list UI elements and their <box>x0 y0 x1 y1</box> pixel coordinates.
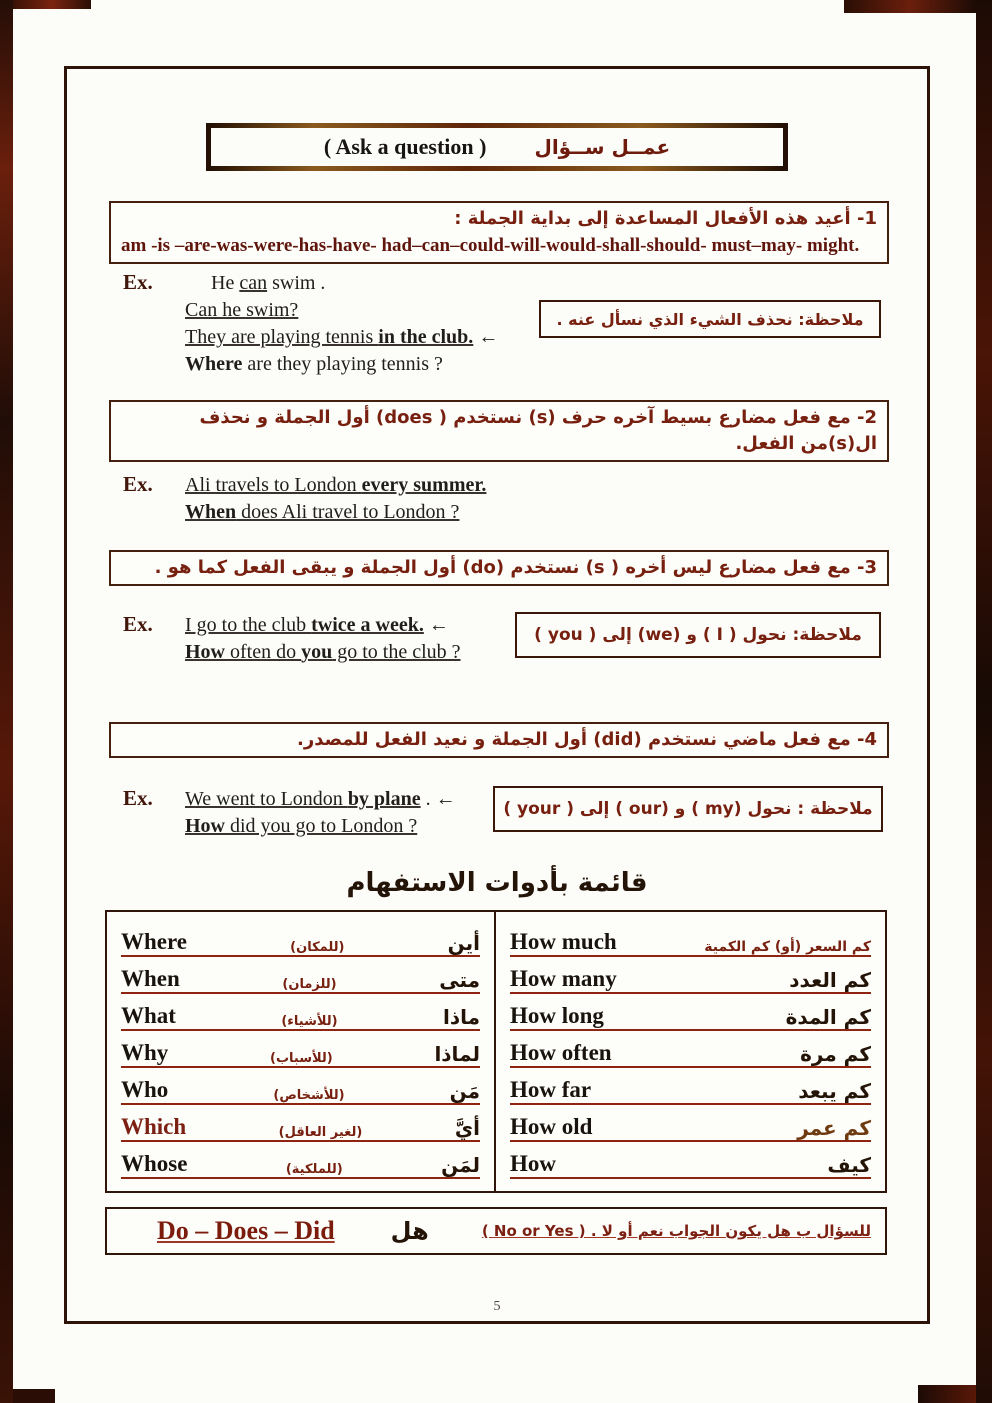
question-word-ar: كم المدة <box>785 1005 871 1029</box>
example-block-2 <box>67 472 927 530</box>
example-block-4 <box>67 786 927 846</box>
question-word-row <box>510 1068 871 1105</box>
example-sentence <box>185 351 498 378</box>
example-sentence <box>185 786 456 813</box>
rule-2-box <box>109 400 889 462</box>
question-word-ar: أيَّ <box>454 1116 480 1140</box>
example-sentence <box>185 499 486 526</box>
rule-1-heading: 1- أعيد هذه الأفعال المساعدة إلى بداية الجملة : <box>454 208 877 229</box>
scan-corner-top-left <box>13 0 91 9</box>
question-word-row <box>121 1105 480 1142</box>
example-sentence <box>185 813 456 840</box>
question-word-ar: ماذا <box>442 1005 480 1029</box>
question-word-row <box>121 1068 480 1105</box>
sentence-part-underlined: go to the club ? <box>332 641 461 663</box>
rule-1-box <box>109 201 889 264</box>
sentence-part-underlined: often do <box>225 641 302 663</box>
sentence-part: are they playing tennis ? <box>242 353 443 375</box>
sentence-part-bold: twice a week. <box>311 614 424 636</box>
question-word-category: (للأسباب) <box>270 1051 333 1066</box>
example-4-lines <box>185 786 456 840</box>
scan-corner-bottom-left <box>13 1389 55 1403</box>
question-word-category: (للمكان) <box>290 940 345 955</box>
sentence-part-bold: in the club. <box>378 326 474 348</box>
question-word-en: Where <box>121 929 188 954</box>
question-word-ar: كم يبعد <box>798 1079 871 1103</box>
example-label: Ex. <box>123 270 153 294</box>
question-word-en: How long <box>510 1003 604 1028</box>
sentence-part-underlined: does Ali travel to London ? <box>236 501 460 523</box>
question-word-bold: Where <box>185 353 243 375</box>
question-word-ar: كم عمر <box>797 1116 871 1140</box>
scan-edge-left <box>0 0 13 1403</box>
question-words-heading: قائمة بأدوات الاستفهام <box>346 868 648 898</box>
rule-2-text: 2- مع فعل مضارع بسيط آخره حرف (s) نستخدم ( does) أول الجملة و نحذف ال(s)من الفعل. <box>199 407 877 454</box>
question-word-ar: كيف <box>827 1153 871 1177</box>
question-word-ar: لمَن <box>441 1153 480 1177</box>
sentence-part-underlined: did you go to London ? <box>225 815 418 837</box>
question-word-ar: أين <box>447 931 480 955</box>
question-word-en: How many <box>510 966 617 991</box>
sentence-part: He <box>211 272 240 294</box>
question-word-row <box>121 1142 480 1179</box>
rule-3-text: 3- مع فعل مضارع ليس أخره ( s) نستخدم (do) أول الجملة و يبقى الفعل كما هو . <box>154 557 877 578</box>
question-word-ar: مَن <box>449 1079 480 1103</box>
question-word-en: How much <box>510 929 617 954</box>
question-word-en: Who <box>121 1077 169 1102</box>
example-block-3 <box>67 612 927 676</box>
question-words-table <box>105 910 887 1193</box>
question-word-ar: كم السعر (أو) كم الكمية <box>704 939 871 955</box>
example-sentence <box>185 270 498 297</box>
sentence-part-bold: every summer. <box>361 474 487 496</box>
example-label: Ex. <box>123 612 153 636</box>
question-word-row <box>510 957 871 994</box>
sentence-part-bold: you <box>301 641 333 663</box>
question-words-column-right <box>496 912 885 1191</box>
lesson-title-english: ( Ask a question ) <box>323 134 487 159</box>
question-word-row <box>121 1031 480 1068</box>
sentence-part-underlined: Ali travels to London <box>185 474 362 496</box>
question-word-en: How far <box>510 1077 592 1102</box>
question-word-row <box>121 994 480 1031</box>
helping-verbs-list: am -is –are-was-were-has-have- had–can–could-will-would-shall-should- must–may- might. <box>121 235 860 256</box>
lesson-title-arabic: عمــل ســؤال <box>534 135 671 159</box>
sentence-part-underlined: can <box>239 272 268 294</box>
question-word-bold: When <box>185 501 237 523</box>
example-sentence <box>185 472 486 499</box>
page-frame <box>64 66 930 1324</box>
note-box-1: ملاحظة: نحذف الشيء الذي نسأل عنه . <box>539 300 881 338</box>
example-sentence <box>185 612 461 639</box>
sentence-part-underlined: Can he swim? <box>185 299 299 321</box>
arrow-glyph: ← <box>423 614 449 636</box>
sentence-part: swim . <box>267 272 326 294</box>
scan-corner-bottom-right <box>918 1385 976 1403</box>
example-3-lines <box>185 612 461 666</box>
example-label: Ex. <box>123 786 153 810</box>
rule-4-text: 4- مع فعل ماضي نستخدم (did) أول الجملة و نعيد الفعل للمصدر. <box>297 729 877 750</box>
yes-no-note: للسؤال ب هل يكون الجواب نعم أو لا . ( No or Yes ) <box>481 1222 871 1240</box>
question-word-category: (للزمان) <box>282 977 337 992</box>
example-block-1 <box>67 270 927 382</box>
arrow-glyph: . ← <box>420 788 456 810</box>
question-word-row <box>510 1105 871 1142</box>
example-label: Ex. <box>123 472 153 496</box>
note-box-2: ملاحظة: نحول ( I ) و (we) إلى ( you ) <box>515 612 881 658</box>
question-word-ar: لماذا <box>434 1042 480 1066</box>
question-word-en: What <box>121 1003 176 1028</box>
question-word-row <box>510 1142 871 1179</box>
question-word-en: Which <box>121 1114 187 1139</box>
question-word-bold: How <box>185 641 225 663</box>
question-word-en: Whose <box>121 1151 188 1176</box>
question-word-row <box>510 994 871 1031</box>
page-number: 5 <box>493 1299 501 1314</box>
sentence-part-underlined: We went to London <box>185 788 348 810</box>
question-word-row <box>121 957 480 994</box>
question-word-category: (للأشياء) <box>281 1014 338 1029</box>
hal-word: هل <box>390 1217 429 1245</box>
question-word-category: (للملكية) <box>285 1162 343 1177</box>
question-word-ar: متى <box>439 968 480 992</box>
scan-corner-top-right <box>844 0 976 13</box>
lesson-title-box <box>206 123 788 171</box>
question-word-en: How <box>510 1151 556 1176</box>
question-word-en: Why <box>121 1040 169 1065</box>
do-does-did-label: Do – Does – Did <box>157 1216 335 1245</box>
sentence-part-underlined: They are playing tennis <box>185 326 379 348</box>
question-word-en: How often <box>510 1040 612 1065</box>
note-box-3: ملاحظة : نحول (my ) و (our ) إلى ( your ) <box>493 786 883 832</box>
scan-edge-right <box>976 0 992 1403</box>
question-words-column-left <box>107 912 496 1191</box>
question-word-bold: How <box>185 815 225 837</box>
example-sentence <box>185 297 498 324</box>
question-word-ar: كم العدد <box>789 968 871 992</box>
do-does-did-box <box>105 1207 887 1255</box>
question-word-row <box>510 920 871 957</box>
question-word-category: (للأشخاص) <box>273 1088 345 1103</box>
question-word-en: How old <box>510 1114 593 1139</box>
arrow-glyph: ← <box>473 326 499 348</box>
rule-3-box <box>109 550 889 586</box>
example-sentence <box>185 324 498 351</box>
question-word-ar: كم مرة <box>800 1042 871 1066</box>
rule-4-box <box>109 722 889 758</box>
example-1-lines <box>185 270 498 378</box>
example-2-lines <box>185 472 486 526</box>
sentence-part-underlined: I go to the club <box>185 614 312 636</box>
example-sentence <box>185 639 461 666</box>
question-word-row <box>121 920 480 957</box>
question-word-row <box>510 1031 871 1068</box>
question-word-en: When <box>121 966 180 991</box>
question-word-category: (لغير العاقل) <box>278 1125 363 1140</box>
sentence-part-bold: by plane <box>347 788 421 810</box>
